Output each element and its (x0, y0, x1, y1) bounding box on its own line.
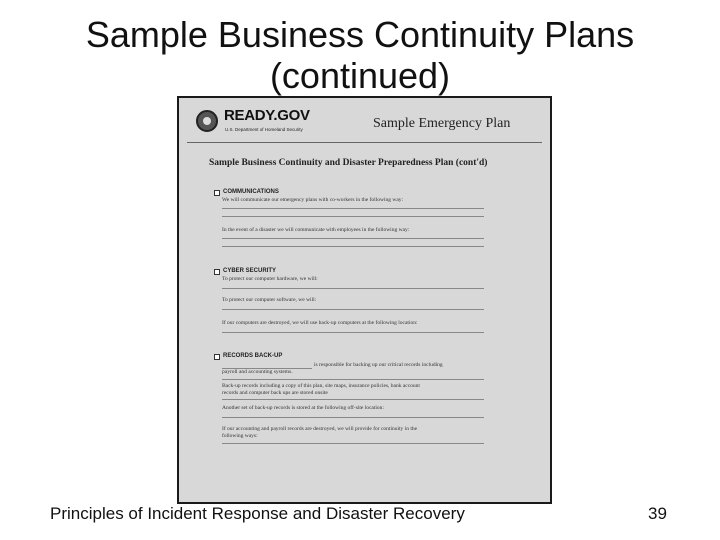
fill-line (222, 238, 484, 239)
page-number: 39 (648, 504, 667, 523)
section-prompt: To protect our computer software, we will: (222, 297, 317, 303)
section-prompt: payroll and accounting systems. (222, 369, 293, 375)
fill-line (222, 309, 484, 310)
checkbox-icon (214, 269, 220, 275)
checkbox-icon (214, 190, 220, 196)
section-prompt: We will communicate our emergency plans with co-workers in the following way: (222, 197, 404, 203)
section-prompt: In the event of a disaster we will communicate with employees in the following way: (222, 227, 410, 233)
slide-title-line-1: Sample Business Continuity Plans (85, 14, 635, 55)
ready-gov-logo: READY.GOV (224, 107, 310, 124)
fill-line (222, 443, 484, 444)
brand-subtitle: U.S. Department of Homeland Security (225, 127, 303, 132)
dhs-seal-icon (196, 110, 218, 132)
fill-line (222, 417, 484, 418)
fill-line (222, 216, 484, 217)
slide-title-line-2: (continued) (269, 55, 451, 96)
fill-line (222, 208, 484, 209)
document-title: Sample Emergency Plan (373, 116, 511, 131)
section-prompt: If our computers are destroyed, we will use back-up computers at the following location: (222, 320, 418, 326)
fill-line (222, 379, 484, 380)
plan-title: Sample Business Continuity and Disaster Preparedness Plan (cont'd) (209, 158, 488, 168)
slide-footer: Principles of Incident Response and Disaster Recovery (50, 504, 465, 523)
document-image (177, 96, 552, 504)
fill-line (222, 332, 484, 333)
section-prompt: To protect our computer hardware, we will: (222, 276, 318, 282)
header-divider (187, 142, 542, 143)
section-heading-records-backup: RECORDS BACK-UP (223, 353, 283, 359)
slide-title (0, 14, 720, 96)
section-prompt: If our accounting and payroll records are destroyed, we will provide for continuity in the (222, 426, 418, 432)
section-heading-communications: COMMUNICATIONS (223, 189, 279, 195)
section-prompt: records and computer back ups are stored onsite (222, 390, 328, 396)
section-prompt: Another set of back-up records is stored at the following off-site location: (222, 405, 384, 411)
section-heading-cyber-security: CYBER SECURITY (223, 268, 277, 274)
fill-line (222, 246, 484, 247)
fill-line (222, 288, 484, 289)
document-header (179, 98, 550, 142)
checkbox-icon (214, 354, 220, 360)
section-prompt: following ways: (222, 433, 258, 439)
section-prompt: Back-up records including a copy of this plan, site maps, insurance policies, bank account (222, 383, 420, 389)
section-prompt: is responsible for backing up our critical records including (314, 362, 443, 368)
fill-line (222, 399, 484, 400)
